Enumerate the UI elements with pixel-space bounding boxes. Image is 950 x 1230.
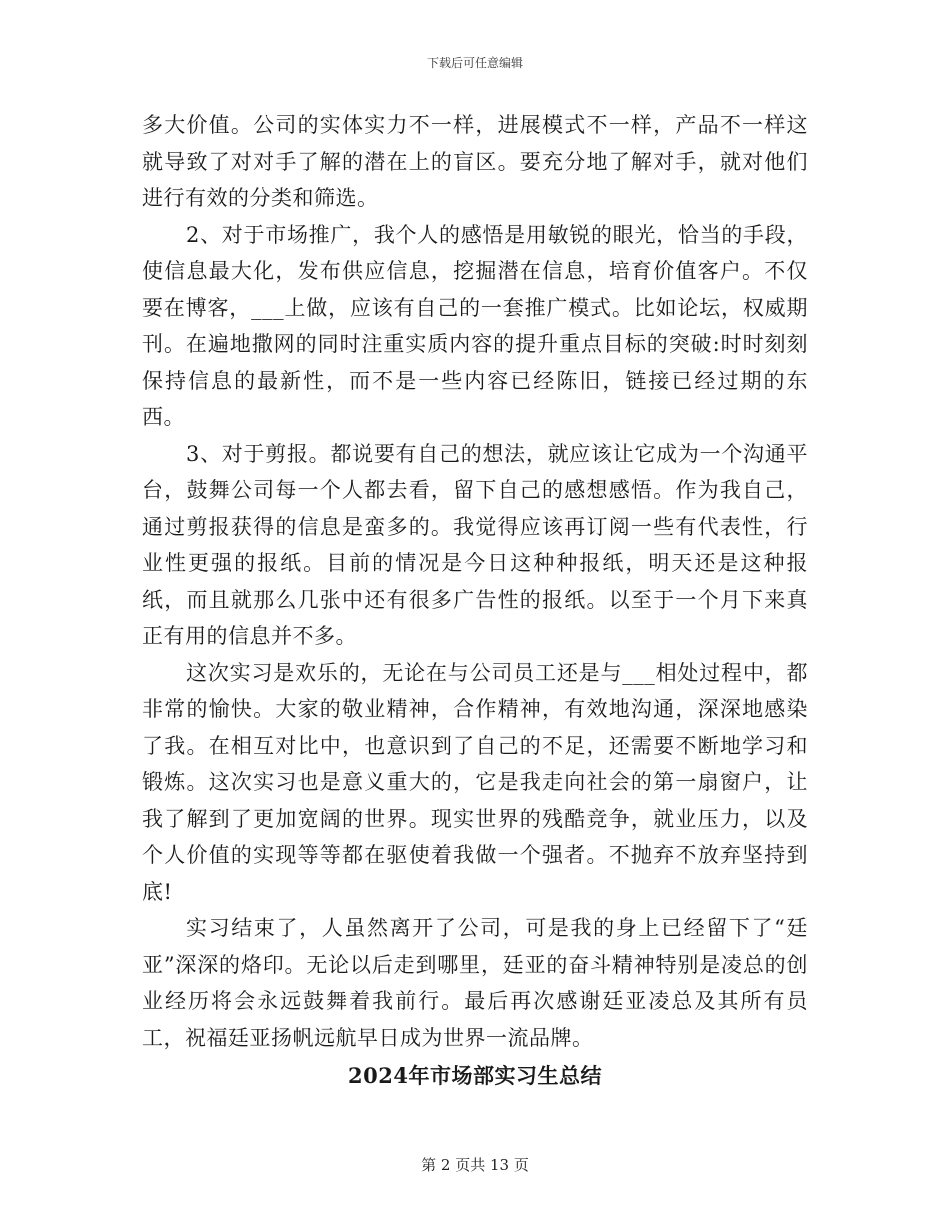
- paragraph-continuation: 多大价值。公司的实体实力不一样，进展模式不一样，产品不一样这就导致了对对手了解的潜在上的盲区。要充分地了解对手，就对他们进行有效的分类和筛选。: [142, 113, 808, 210]
- page-number: 第 2 页共 13 页: [421, 1156, 529, 1174]
- paragraph-internship-experience: 这次实习是欢乐的，无论在与公司员工还是与___相处过程中，都非常的愉快。大家的敬业精神，合作精神，有效地沟通，深深地感染了我。在相互对比中，也意识到了自己的不足，还需要不断地学习和锻炼。这次实习也是意义重大的，它是我走向社会的第一扇窗户，让我了解到了更加宽阔的世界。现实世界的残酷竞争，就业压力，以及个人价值的实现等等都在驱使着我做一个强者。不抛弃不放弃坚持到底!: [142, 660, 808, 904]
- section-title: 2024年市场部实习生总结: [348, 1063, 602, 1088]
- paragraph-clippings: 3、对于剪报。都说要有自己的想法，就应该让它成为一个沟通平台，鼓舞公司每一个人都去看，留下自己的感想感悟。作为我自己，通过剪报获得的信息是蛮多的。我觉得应该再订阅一些有代表性，行业性更强的报纸。目前的情况是今日这种种报纸，明天还是这种报纸，而且就那么几张中还有很多广告性的报纸。以至于一个月下来真正有用的信息并不多。: [142, 441, 808, 648]
- paragraph-market-promotion: 2、对于市场推广，我个人的感悟是用敏锐的眼光，恰当的手段，使信息最大化，发布供应信息，挖掘潜在信息，培育价值客户。不仅要在博客，___上做，应该有自己的一套推广模式。比如论坛，权威期刊。在遍地撒网的同时注重实质内容的提升重点目标的突破:时时刻刻保持信息的最新性，而不是一些内容已经陈旧，链接已经过期的东西。: [142, 222, 808, 429]
- page-header: 下载后可任意编辑: [426, 56, 523, 70]
- document-body: [142, 107, 808, 1094]
- paragraph-conclusion: 实习结束了，人虽然离开了公司，可是我的身上已经留下了“廷亚”深深的烙印。无论以后走到哪里，廷亚的奋斗精神特别是凌总的创业经历将会永远鼓舞着我前行。最后再次感谢廷亚凌总及其所有员工，祝福廷亚扬帆远航早日成为世界一流品牌。: [142, 916, 808, 1050]
